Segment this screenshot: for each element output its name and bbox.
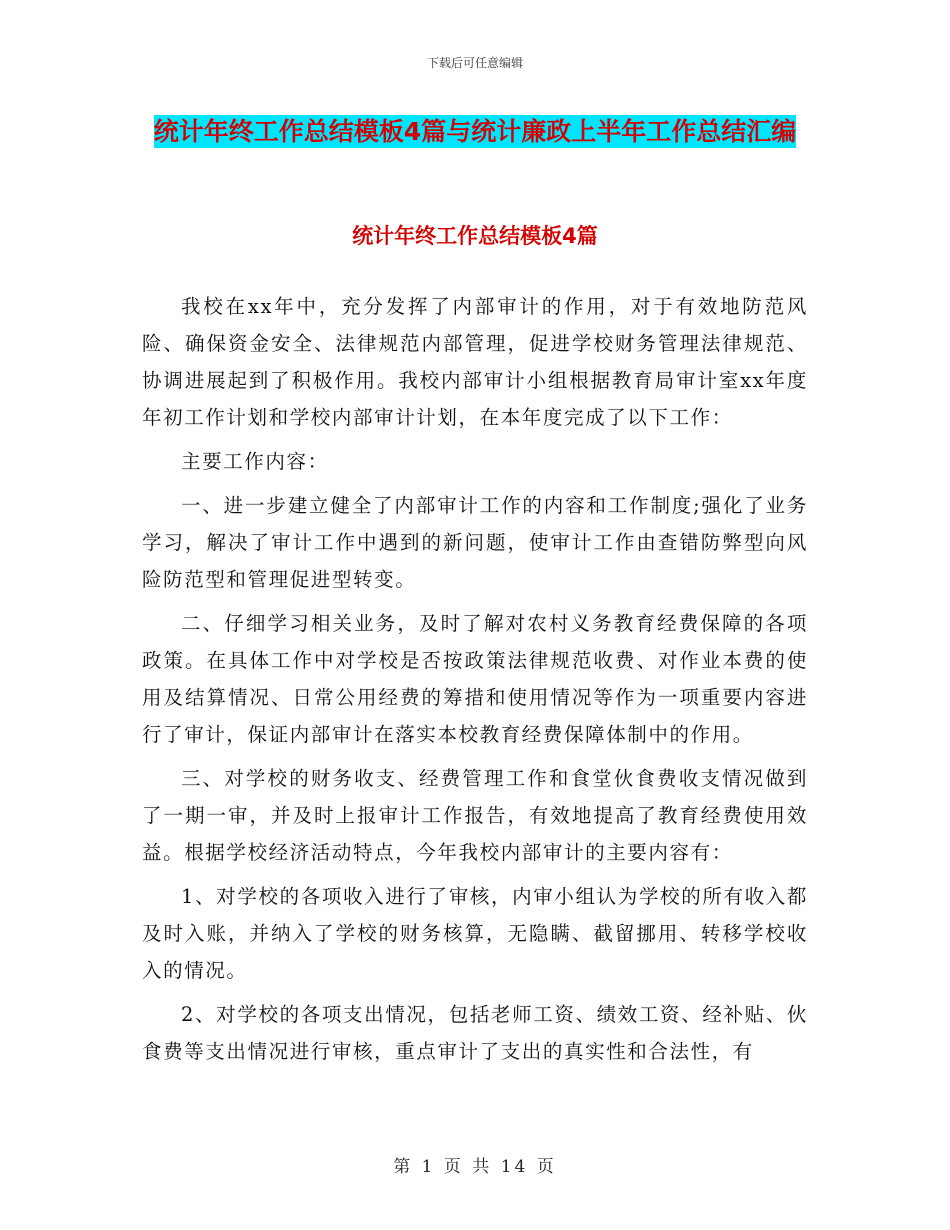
- paragraph-item-3: 三、对学校的财务收支、经费管理工作和食堂伙食费收支情况做到了一期一审，并及时上报审计工作报告，有效地提高了教育经费使用效益。根据学校经济活动特点，今年我校内部审计的主要内容有：: [142, 767, 808, 864]
- paragraph-main-content-heading: 主要工作内容：: [181, 450, 329, 473]
- paragraph-item-2: 二、仔细学习相关业务，及时了解对农村义务教育经费保障的各项政策。在具体工作中对学校是否按政策法律规范收费、对作业本费的使用及结算情况、日常公用经费的筹措和使用情况等作为一项重要内容进行了审计，保证内部审计在落实本校教育经费保障体制中的作用。: [142, 612, 808, 746]
- page-footer: 第 1 页 共 14 页: [393, 1157, 557, 1177]
- page-header-note: 下载后可任意编辑: [426, 56, 523, 70]
- paragraph-subitem-2: 2、对学校的各项支出情况，包括老师工资、绩效工资、经补贴、伙食费等支出情况进行审核，重点审计了支出的真实性和合法性，有: [142, 1003, 808, 1063]
- paragraph-intro: 我校在xx年中，充分发挥了内部审计的作用，对于有效地防范风险、确保资金安全、法律规范内部管理，促进学校财务管理法律规范、协调进展起到了积极作用。我校内部审计小组根据教育局审计室xx年度年初工作计划和学校内部审计计划，在本年度完成了以下工作：: [142, 295, 808, 429]
- paragraph-subitem-1: 1、对学校的各项收入进行了审核，内审小组认为学校的所有收入都及时入账，并纳入了学校的财务核算，无隐瞒、截留挪用、转移学校收入的情况。: [142, 885, 808, 982]
- section-title: 统计年终工作总结模板4篇: [352, 224, 598, 248]
- document-title-text: 统计年终工作总结模板4篇与统计廉政上半年工作总结汇编: [153, 117, 797, 146]
- document-body: [142, 288, 808, 1077]
- document-title: [140, 106, 810, 158]
- paragraph-item-1: 一、进一步建立健全了内部审计工作的内容和工作制度;强化了业务学习，解决了审计工作中遇到的新问题，使审计工作由查错防弊型向风险防范型和管理促进型转变。: [142, 494, 808, 591]
